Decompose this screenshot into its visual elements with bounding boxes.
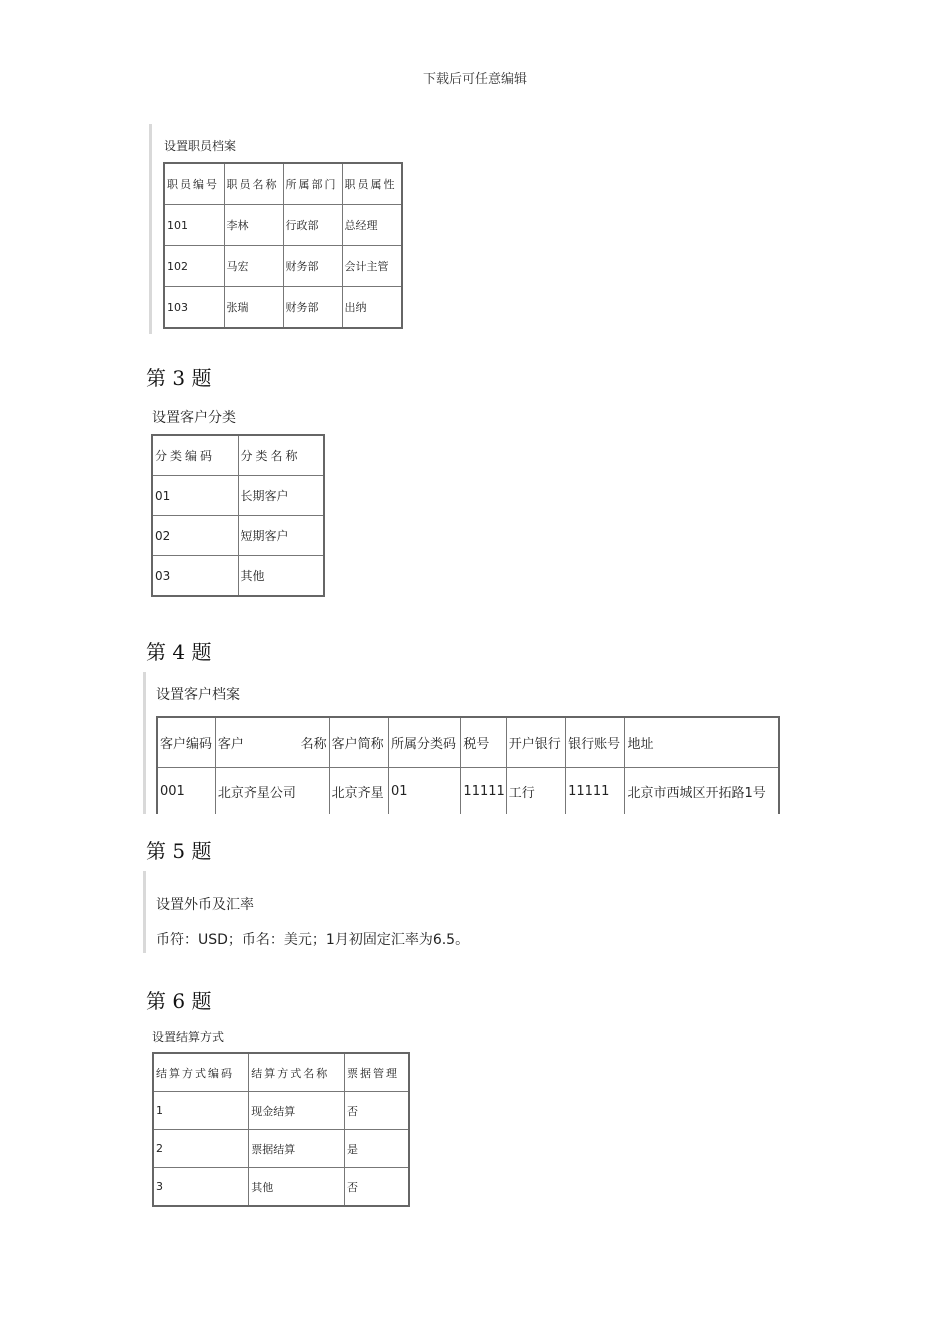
table-cell: 03 (152, 556, 238, 597)
table-cell: 短期客户 (238, 516, 324, 556)
table-cell: 张瑞 (224, 287, 283, 329)
q4-caption: 设置客户档案 (156, 687, 240, 703)
table-row (152, 516, 324, 556)
quote-bar (149, 124, 152, 334)
table-cell: 102 (164, 246, 224, 287)
q3-title: 第 3 题 (146, 366, 212, 390)
header-cell: 客户编码 (157, 717, 215, 767)
q5-title: 第 5 题 (146, 839, 212, 863)
table-row (152, 476, 324, 516)
header-cell: 所属分类码 (388, 717, 460, 767)
header-cell: 客户 (215, 717, 271, 767)
table-cell: 其他 (238, 556, 324, 597)
settlement-table (152, 1052, 410, 1207)
table-row (153, 1130, 409, 1168)
header-cell: 所属部门 (283, 163, 342, 205)
header-cell: 银行账号 (566, 717, 625, 767)
table-row (164, 287, 402, 329)
table-cell: 北京齐星公司 (215, 767, 329, 817)
table-cell: 101 (164, 205, 224, 246)
employee-caption: 设置职员档案 (164, 139, 237, 153)
table-header-row (153, 1053, 409, 1092)
table-cell: 总经理 (342, 205, 402, 246)
table-cell: 103 (164, 287, 224, 329)
q4-title: 第 4 题 (146, 640, 212, 664)
table-cell: 2 (153, 1130, 249, 1168)
table-cell: 出纳 (342, 287, 402, 329)
header-cell: 分类名称 (238, 435, 324, 476)
table-header-row (157, 717, 779, 767)
header-note: 下载后可任意编辑 (422, 72, 527, 87)
header-cell: 职员名称 (224, 163, 283, 205)
table-cell: 1 (153, 1092, 249, 1130)
quote-bar (143, 871, 146, 953)
q5-caption: 设置外币及汇率 (156, 897, 254, 913)
table-cell: 否 (344, 1092, 409, 1130)
table-cell: 11111 (461, 767, 506, 817)
table-cell: 3 (153, 1168, 249, 1207)
table-cell: 李林 (224, 205, 283, 246)
table-cell: 001 (157, 767, 215, 817)
quote-bar (143, 672, 146, 814)
table-cell: 11111 (566, 767, 625, 817)
q6-caption: 设置结算方式 (152, 1030, 225, 1044)
table-cell: 财务部 (283, 246, 342, 287)
header-cell: 税号 (461, 717, 506, 767)
table-header-row (152, 435, 324, 476)
header-cell: 职员属性 (342, 163, 402, 205)
table-row (157, 767, 779, 817)
table-header-row (164, 163, 402, 205)
table-cell: 北京市西城区开拓路1号 (625, 767, 779, 817)
table-row (164, 205, 402, 246)
q5-text: 币符：USD；币名：美元；1月初固定汇率为6.5。 (156, 932, 470, 948)
header-cell: 票据管理 (344, 1053, 409, 1092)
header-cell: 结算方式编码 (153, 1053, 249, 1092)
table-cell: 其他 (249, 1168, 345, 1207)
header-cell: 分类编码 (152, 435, 238, 476)
table-cell: 长期客户 (238, 476, 324, 516)
header-cell: 开户银行 (506, 717, 565, 767)
q3-caption: 设置客户分类 (152, 410, 236, 426)
header-cell: 名称 (272, 717, 329, 767)
table-row (164, 246, 402, 287)
employee-table (163, 162, 403, 329)
table-row (153, 1092, 409, 1130)
table-cell: 是 (344, 1130, 409, 1168)
table-cell: 01 (388, 767, 460, 817)
customer-class-table (151, 434, 325, 597)
table-cell: 否 (344, 1168, 409, 1207)
table-cell: 01 (152, 476, 238, 516)
table-cell: 工行 (506, 767, 565, 817)
table-cell: 行政部 (283, 205, 342, 246)
header-cell: 地址 (625, 717, 779, 767)
table-cell: 北京齐星 (329, 767, 388, 817)
header-cell: 职员编号 (164, 163, 224, 205)
table-row (153, 1168, 409, 1207)
table-cell: 财务部 (283, 287, 342, 329)
table-cell: 会计主管 (342, 246, 402, 287)
table-cell: 02 (152, 516, 238, 556)
table-cell: 马宏 (224, 246, 283, 287)
header-cell: 结算方式名称 (249, 1053, 345, 1092)
q6-title: 第 6 题 (146, 989, 212, 1013)
table-cell: 票据结算 (249, 1130, 345, 1168)
header-cell: 客户简称 (329, 717, 388, 767)
customer-archive-table (156, 716, 780, 818)
table-cell: 现金结算 (249, 1092, 345, 1130)
table-row (152, 556, 324, 597)
cropped-edge (150, 814, 790, 822)
